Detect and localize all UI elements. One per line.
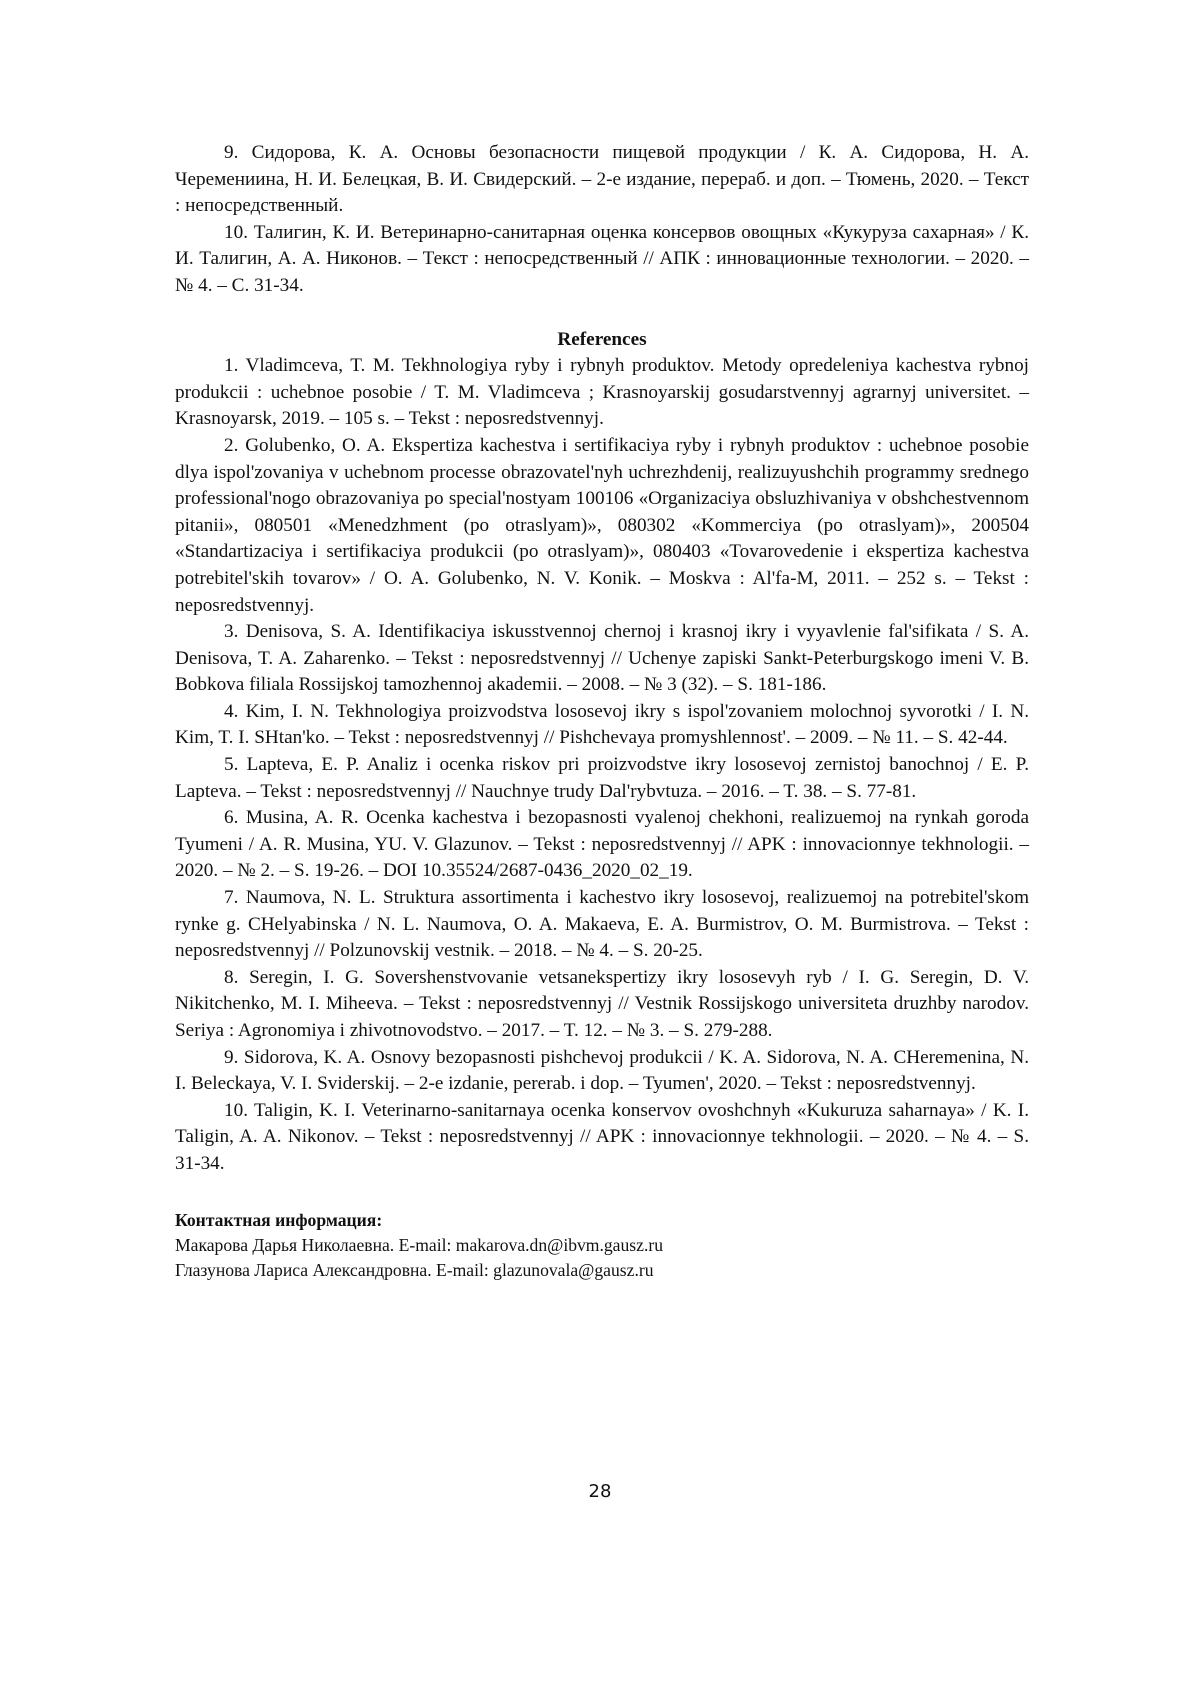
contact-line: Глазунова Лариса Александровна. E-mail: glazunovala@gausz.ru bbox=[175, 1258, 1029, 1283]
contact-info-title: Контактная информация: bbox=[175, 1208, 1029, 1233]
reference-item: 2. Golubenko, O. A. Ekspertiza kachestva i sertifikaciya ryby i rybnyh produktov : uchebnoe posobie dlya ispol'zovaniya v uchebnom processe obrazovatel'nyh uchrezhdenij, realizuyushchih programmy srednego professional'nogo obrazovaniya po special'nostyam 100106 «Organizaciya obsluzhivaniya v obshchestvennom pitanii», 080501 «Menedzhment (po otraslyam)», 080302 «Kommerciya (po otraslyam)», 200504 «Standartizaciya i sertifikaciya produkcii (po otraslyam)», 080403 «Tovarovedenie i ekspertiza kachestva potrebitel'skih tovarov» / O. A. Golubenko, N. V. Konik. – Moskva : Al'fa-M, 2011. – 252 s. – Tekst : neposredstvennyj. bbox=[175, 433, 1029, 619]
reference-item: 4. Kim, I. N. Tekhnologiya proizvodstva lososevoj ikry s ispol'zovaniem molochnoj syvorotki / I. N. Kim, T. I. SHtan'ko. – Tekst : neposredstvennyj // Pishchevaya promyshlennost'. – 2009. – № 11. – S. 42-44. bbox=[175, 699, 1029, 752]
reference-item: 9. Sidorova, K. A. Osnovy bezopasnosti pishchevoj produkcii / K. A. Sidorova, N. A. CHeremenina, N. I. Beleckaya, V. I. Sviderskij. – 2-e izdanie, pererab. i dop. – Tyumen', 2020. – Tekst : neposredstvennyj. bbox=[175, 1045, 1029, 1098]
references-heading: References bbox=[175, 327, 1029, 354]
reference-item: 1. Vladimceva, T. M. Tekhnologiya ryby i rybnyh produktov. Metody opredeleniya kachestva rybnoj produkcii : uchebnoe posobie / T. M. Vladimceva ; Krasnoyarskij gosudarstvennyj agrarnyj universitet. – Krasnoyarsk, 2019. – 105 s. – Tekst : neposredstvennyj. bbox=[175, 353, 1029, 433]
contact-info bbox=[175, 1208, 1029, 1283]
russian-reference-item: 10. Талигин, К. И. Ветеринарно-санитарная оценка консервов овощных «Кукуруза сахарная» / К. И. Талигин, А. А. Никонов. – Текст : непосредственный // АПК : инновационные технологии. – 2020. – № 4. – С. 31-34. bbox=[175, 220, 1029, 300]
page-body bbox=[175, 140, 1029, 1283]
reference-item: 8. Seregin, I. G. Sovershenstvovanie vetsanekspertizy ikry lososevyh ryb / I. G. Seregin, D. V. Nikitchenko, M. I. Miheeva. – Tekst : neposredstvennyj // Vestnik Rossijskogo universiteta druzhby narodov. Seriya : Agronomiya i zhivotnovodstvo. – 2017. – T. 12. – № 3. – S. 279-288. bbox=[175, 965, 1029, 1045]
contact-line: Макарова Дарья Николаевна. E-mail: makarova.dn@ibvm.gausz.ru bbox=[175, 1233, 1029, 1258]
reference-item: 10. Taligin, K. I. Veterinarno-sanitarnaya ocenka konservov ovoshchnyh «Kukuruza saharnaya» / K. I. Taligin, A. A. Nikonov. – Tekst : neposredstvennyj // APK : innovacionnye tekhnologii. – 2020. – № 4. – S. 31-34. bbox=[175, 1098, 1029, 1178]
russian-reference-item: 9. Сидорова, К. А. Основы безопасности пищевой продукции / К. А. Сидорова, Н. А. Черемениина, Н. И. Белецкая, В. И. Свидерский. – 2-е издание, перераб. и доп. – Тюмень, 2020. – Текст : непосредственный. bbox=[175, 140, 1029, 220]
reference-item: 3. Denisova, S. A. Identifikaciya iskusstvennoj chernoj i krasnoj ikry i vyyavlenie fal'sifikata / S. A. Denisova, T. A. Zaharenko. – Tekst : neposredstvennyj // Uchenye zapiski Sankt-Peterburgskogo imeni V. B. Bobkova filiala Rossijskoj tamozhennoj akademii. – 2008. – № 3 (32). – S. 181-186. bbox=[175, 619, 1029, 699]
reference-item: 5. Lapteva, E. P. Analiz i ocenka riskov pri proizvodstve ikry lososevoj zernistoj banochnoj / E. P. Lapteva. – Tekst : neposredstvennyj // Nauchnye trudy Dal'rybvtuza. – 2016. – T. 38. – S. 77-81. bbox=[175, 752, 1029, 805]
page-number: 28 bbox=[0, 1481, 1200, 1502]
reference-item: 6. Musina, A. R. Ocenka kachestva i bezopasnosti vyalenoj chekhoni, realizuemoj na rynkah goroda Tyumeni / A. R. Musina, YU. V. Glazunov. – Tekst : neposredstvennyj // APK : innovacionnye tekhnologii. – 2020. – № 2. – S. 19-26. – DOI 10.35524/2687-0436_2020_02_19. bbox=[175, 805, 1029, 885]
reference-item: 7. Naumova, N. L. Struktura assortimenta i kachestvo ikry lososevoj, realizuemoj na potrebitel'skom rynke g. CHelyabinska / N. L. Naumova, O. A. Makaeva, E. A. Burmistrov, O. M. Burmistrova. – Tekst : neposredstvennyj // Polzunovskij vestnik. – 2018. – № 4. – S. 20-25. bbox=[175, 885, 1029, 965]
